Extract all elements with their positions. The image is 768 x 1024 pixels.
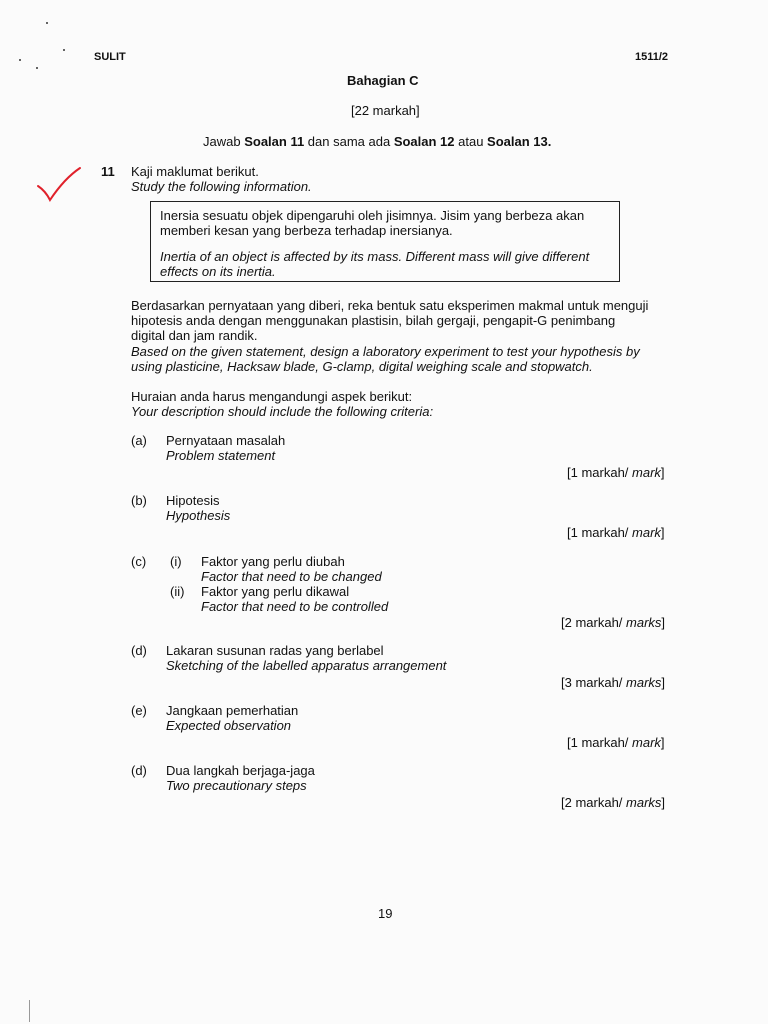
- criteria-heading-en: Your description should include the following criteria:: [131, 404, 434, 419]
- page-number: 19: [378, 906, 393, 921]
- instruction-q12: Soalan 12: [393, 134, 455, 149]
- criterion-b-en: Hypothesis: [166, 508, 231, 523]
- instruction-text: dan sama ada: [304, 134, 394, 149]
- marks-en: mark: [632, 525, 661, 540]
- question-intro-en: Study the following information.: [131, 179, 312, 194]
- marks-ms: [1 markah/: [567, 465, 633, 480]
- criterion-d-label: (d): [131, 643, 147, 658]
- info-ms-line1: Inersia sesuatu objek dipengaruhi oleh jisimnya. Jisim yang berbeza akan: [160, 208, 585, 223]
- question-intro-ms: Kaji maklumat berikut.: [131, 164, 259, 179]
- marks-ms: [2 markah/: [561, 615, 627, 630]
- marks-en: marks: [626, 795, 662, 810]
- instruction-text: Jawab: [203, 134, 245, 149]
- marks-bracket: ]: [660, 525, 665, 540]
- criterion-c-ii-label: (ii): [170, 584, 185, 599]
- section-instruction: [203, 134, 551, 149]
- criterion-c-i-ms: Faktor yang perlu diubah: [201, 554, 345, 569]
- scan-speck: [19, 59, 21, 61]
- marks-bracket: ]: [660, 465, 665, 480]
- criterion-a-label: (a): [131, 433, 147, 448]
- marks-en: mark: [632, 465, 661, 480]
- criterion-e-en: Expected observation: [166, 718, 292, 733]
- criterion-c-ii-en: Factor that need to be controlled: [201, 599, 389, 614]
- instruction-q13: Soalan 13.: [487, 134, 552, 149]
- criterion-b-label: (b): [131, 493, 147, 508]
- marks-ms: [3 markah/: [561, 675, 627, 690]
- marks-ms: [2 markah/: [561, 795, 627, 810]
- criterion-f-marks: [561, 795, 665, 810]
- check-mark-icon: [34, 166, 84, 206]
- criterion-d-marks: [561, 675, 665, 690]
- criterion-c-ii-ms: Faktor yang perlu dikawal: [201, 584, 350, 599]
- info-en-line2: effects on its inertia.: [160, 264, 276, 279]
- section-title: Bahagian C: [347, 73, 419, 88]
- scan-speck: [46, 22, 48, 24]
- task-en-line2: using plasticine, Hacksaw blade, G-clamp, digital weighing scale and stopwatch.: [131, 359, 593, 374]
- marks-en: mark: [632, 735, 661, 750]
- question-number: 11: [101, 164, 115, 179]
- criterion-d-en: Sketching of the labelled apparatus arrangement: [166, 658, 447, 673]
- marks-bracket: ]: [660, 735, 665, 750]
- criterion-d-ms: Lakaran susunan radas yang berlabel: [166, 643, 384, 658]
- criteria-heading-ms: Huraian anda harus mengandungi aspek berikut:: [131, 389, 413, 404]
- scan-edge-mark: [29, 1000, 30, 1022]
- criterion-a-ms: Pernyataan masalah: [166, 433, 286, 448]
- criterion-c-i-label: (i): [170, 554, 182, 569]
- task-ms-line2: hipotesis anda dengan menggunakan plastisin, bilah gergaji, pengapit-G penimbang: [131, 313, 616, 328]
- header-paper-code: 1511/2: [635, 51, 669, 63]
- marks-bracket: ]: [661, 675, 666, 690]
- task-ms-line3: digital dan jam randik.: [131, 328, 258, 343]
- task-en-line1: Based on the given statement, design a laboratory experiment to test your hypothesis by: [131, 344, 640, 359]
- marks-en: marks: [626, 615, 662, 630]
- criterion-c-label: (c): [131, 554, 147, 569]
- info-ms-line2: memberi kesan yang berbeza terhadap inersianya.: [160, 223, 453, 238]
- criterion-b-marks: [567, 525, 665, 540]
- criterion-e-label: (e): [131, 703, 147, 718]
- criterion-f-label: (d): [131, 763, 147, 778]
- task-ms-line1: Berdasarkan pernyataan yang diberi, reka bentuk satu eksperimen makmal untuk menguji: [131, 298, 649, 313]
- scan-speck: [63, 49, 65, 51]
- info-box: [150, 201, 620, 282]
- criterion-f-en: Two precautionary steps: [166, 778, 307, 793]
- criterion-e-marks: [567, 735, 665, 750]
- marks-bracket: ]: [661, 615, 666, 630]
- instruction-text: atau: [454, 134, 488, 149]
- criterion-c-i-en: Factor that need to be changed: [201, 569, 382, 584]
- marks-en: marks: [626, 675, 662, 690]
- criterion-f-ms: Dua langkah berjaga-jaga: [166, 763, 315, 778]
- marks-ms: [1 markah/: [567, 525, 633, 540]
- criterion-a-marks: [567, 465, 665, 480]
- marks-bracket: ]: [661, 795, 666, 810]
- header-sulit: SULIT: [94, 51, 126, 63]
- criterion-b-ms: Hipotesis: [166, 493, 220, 508]
- scan-speck: [36, 67, 38, 69]
- criterion-a-en: Problem statement: [166, 448, 276, 463]
- marks-ms: [1 markah/: [567, 735, 633, 750]
- criterion-e-ms: Jangkaan pemerhatian: [166, 703, 299, 718]
- info-en-line1: Inertia of an object is affected by its mass. Different mass will give different: [160, 249, 590, 264]
- instruction-q11: Soalan 11: [244, 134, 305, 149]
- section-marks: [22 markah]: [351, 103, 420, 118]
- criterion-c-marks: [561, 615, 665, 630]
